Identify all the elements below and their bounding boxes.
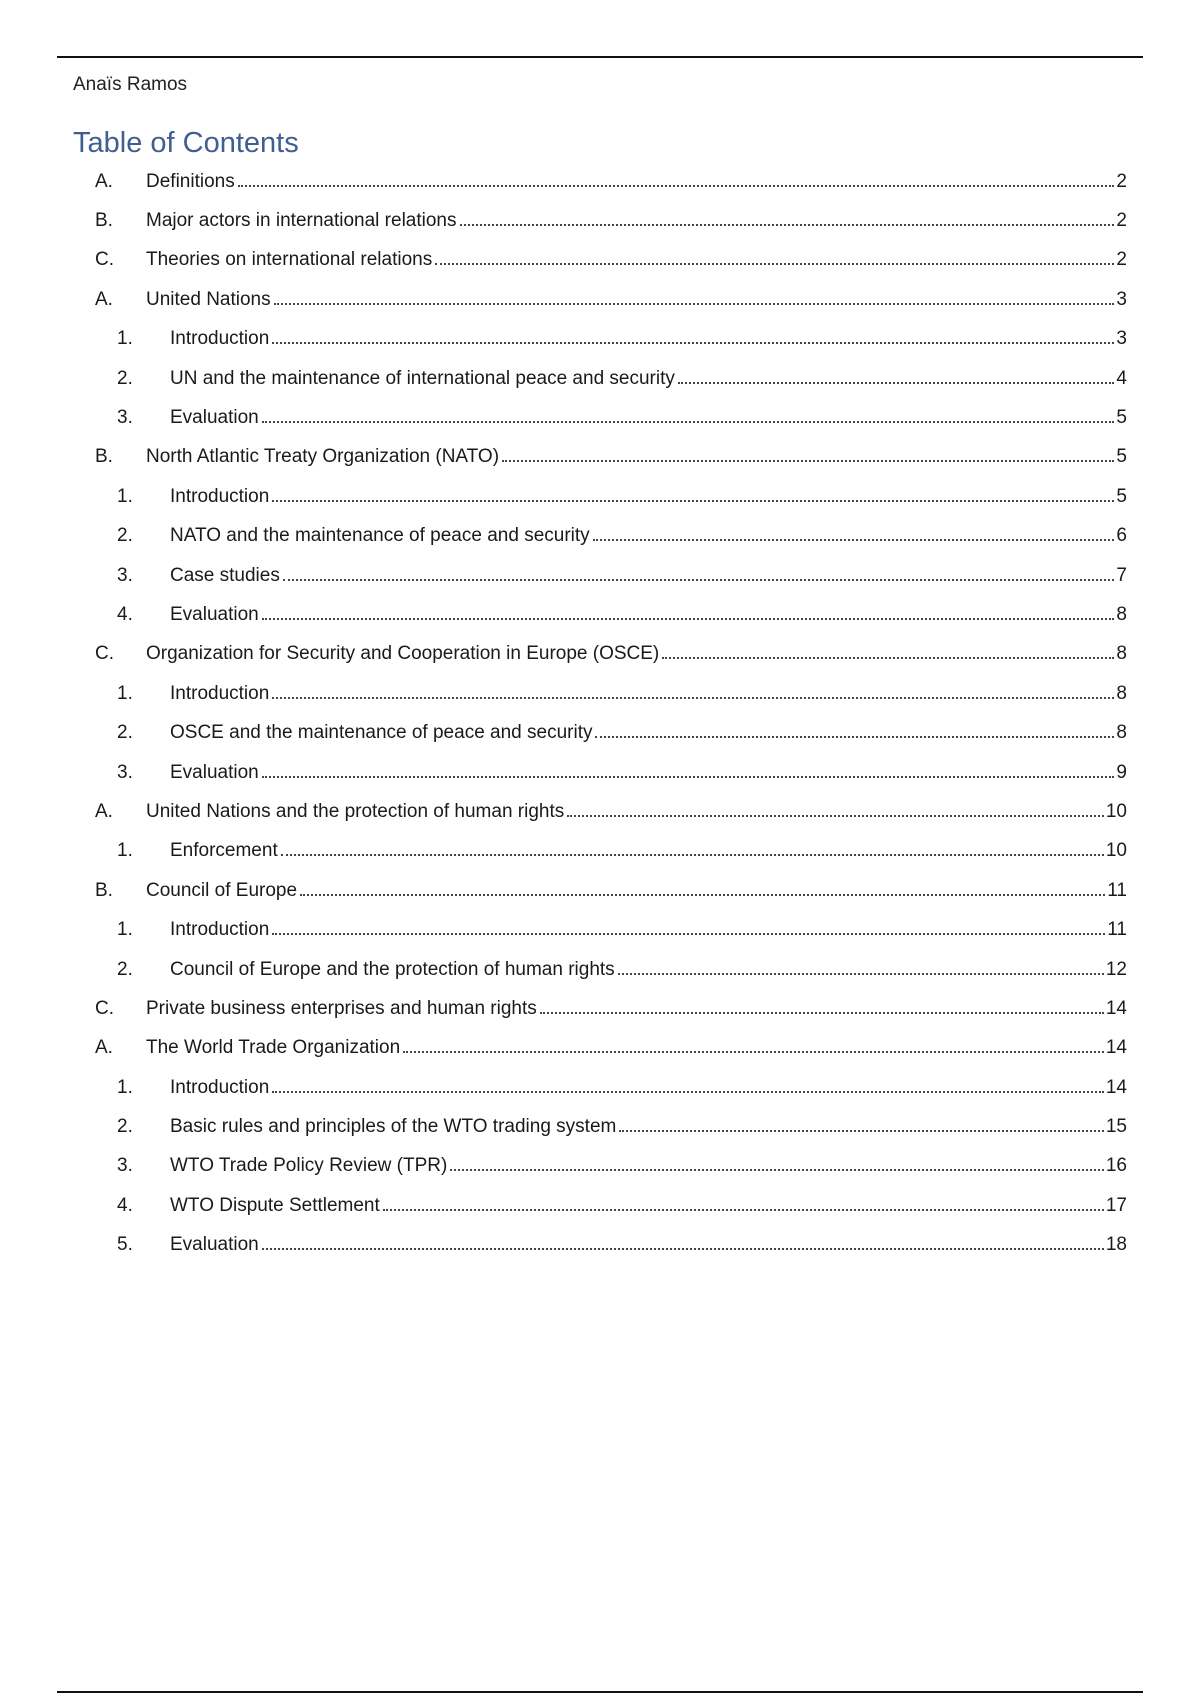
toc-entry-page-number[interactable]: 3 bbox=[1116, 328, 1127, 350]
toc-entry-label[interactable]: Private business enterprises and human rights bbox=[146, 998, 540, 1020]
toc-entry-label[interactable]: Basic rules and principles of the WTO trading system bbox=[170, 1116, 619, 1138]
toc-entry-marker: 1. bbox=[117, 682, 133, 704]
toc-entry-page-number[interactable]: 8 bbox=[1116, 603, 1127, 625]
toc-entry-page-number[interactable]: 12 bbox=[1105, 958, 1127, 980]
toc-entry-page-number[interactable]: 15 bbox=[1105, 1116, 1127, 1138]
toc-dot-leader bbox=[300, 894, 1105, 896]
toc-entry-marker: 4. bbox=[117, 1194, 133, 1216]
toc-entry-line bbox=[170, 959, 1127, 981]
footer-rule bbox=[57, 1691, 1143, 1693]
toc-entry[interactable] bbox=[0, 162, 1200, 201]
toc-entry-page-number[interactable]: 10 bbox=[1105, 840, 1127, 862]
toc-entry-marker: 3. bbox=[117, 564, 133, 586]
toc-entry-page-number[interactable]: 4 bbox=[1116, 367, 1127, 389]
toc-entry-label[interactable]: Definitions bbox=[146, 171, 238, 193]
toc-entry-line bbox=[170, 840, 1127, 862]
toc-entry[interactable] bbox=[0, 792, 1200, 831]
toc-entry-line bbox=[170, 919, 1127, 941]
toc-dot-leader bbox=[540, 1012, 1104, 1014]
toc-entry[interactable] bbox=[0, 477, 1200, 516]
toc-entry-marker: A. bbox=[95, 1037, 113, 1059]
toc-dot-leader bbox=[435, 263, 1114, 265]
toc-entry-line bbox=[170, 407, 1127, 429]
toc-entry-page-number[interactable]: 6 bbox=[1116, 525, 1127, 547]
toc-entry-marker: A. bbox=[95, 800, 113, 822]
toc-entry[interactable] bbox=[0, 1186, 1200, 1225]
toc-entry-marker: 2. bbox=[117, 1116, 133, 1138]
toc-entry-marker: 1. bbox=[117, 485, 133, 507]
toc-entry[interactable] bbox=[0, 438, 1200, 477]
toc-entry[interactable] bbox=[0, 635, 1200, 674]
toc-entry-marker: 1. bbox=[117, 919, 133, 941]
toc-entry[interactable] bbox=[0, 241, 1200, 280]
toc-entry-page-number[interactable]: 8 bbox=[1116, 722, 1127, 744]
toc-entry-line bbox=[146, 289, 1127, 311]
toc-entry[interactable] bbox=[0, 1226, 1200, 1265]
toc-dot-leader bbox=[262, 776, 1115, 778]
toc-entry-marker: B. bbox=[95, 210, 113, 232]
toc-dot-leader bbox=[383, 1209, 1104, 1211]
toc-entry-marker: C. bbox=[95, 249, 114, 271]
toc-entry-page-number[interactable]: 16 bbox=[1105, 1155, 1127, 1177]
toc-entry-label[interactable]: WTO Dispute Settlement bbox=[170, 1195, 383, 1217]
toc-entry-label[interactable]: Evaluation bbox=[170, 762, 262, 784]
toc-entry-label[interactable]: Major actors in international relations bbox=[146, 210, 460, 232]
toc-entry-label[interactable]: NATO and the maintenance of peace and security bbox=[170, 525, 593, 547]
toc-entry-marker: 3. bbox=[117, 407, 133, 429]
toc-entry[interactable] bbox=[0, 871, 1200, 910]
toc-entry-label[interactable]: Evaluation bbox=[170, 604, 262, 626]
toc-entry-page-number[interactable]: 11 bbox=[1107, 919, 1127, 941]
toc-entry-line bbox=[170, 762, 1127, 784]
toc-entry-line bbox=[170, 683, 1127, 705]
toc-entry-page-number[interactable]: 5 bbox=[1116, 446, 1127, 468]
toc-entry-label[interactable]: Council of Europe and the protection of human rights bbox=[170, 959, 618, 981]
toc-entry[interactable] bbox=[0, 359, 1200, 398]
toc-list bbox=[0, 162, 1200, 1265]
toc-entry-page-number[interactable]: 5 bbox=[1116, 407, 1127, 429]
toc-entry-marker: 1. bbox=[117, 1076, 133, 1098]
toc-entry[interactable] bbox=[0, 1107, 1200, 1146]
toc-entry-label[interactable]: The World Trade Organization bbox=[146, 1037, 403, 1059]
toc-entry-line bbox=[146, 880, 1127, 902]
toc-entry-label[interactable]: United Nations and the protection of human rights bbox=[146, 801, 567, 823]
toc-dot-leader bbox=[262, 421, 1115, 423]
toc-entry-line bbox=[146, 210, 1127, 232]
toc-entry[interactable] bbox=[0, 674, 1200, 713]
toc-dot-leader bbox=[272, 500, 1114, 502]
toc-entry-page-number[interactable]: 7 bbox=[1116, 564, 1127, 586]
toc-entry-marker: 4. bbox=[117, 603, 133, 625]
toc-entry-page-number[interactable]: 8 bbox=[1116, 643, 1127, 665]
toc-dot-leader bbox=[595, 736, 1114, 738]
toc-entry-page-number[interactable]: 3 bbox=[1116, 288, 1127, 310]
toc-entry[interactable] bbox=[0, 832, 1200, 871]
toc-entry-page-number[interactable]: 8 bbox=[1116, 682, 1127, 704]
toc-entry-marker: A. bbox=[95, 288, 113, 310]
toc-dot-leader bbox=[281, 854, 1104, 856]
toc-entry-line bbox=[146, 171, 1127, 193]
toc-entry-label[interactable]: Introduction bbox=[170, 328, 272, 350]
toc-entry[interactable] bbox=[0, 753, 1200, 792]
toc-entry-marker: 1. bbox=[117, 328, 133, 350]
toc-entry[interactable] bbox=[0, 320, 1200, 359]
toc-entry-line bbox=[170, 1116, 1127, 1138]
toc-entry-line bbox=[146, 801, 1127, 823]
toc-entry-page-number[interactable]: 17 bbox=[1105, 1194, 1127, 1216]
toc-dot-leader bbox=[272, 1091, 1104, 1093]
toc-dot-leader bbox=[567, 815, 1104, 817]
toc-entry-label[interactable]: Evaluation bbox=[170, 1234, 262, 1256]
toc-entry-label[interactable]: Theories on international relations bbox=[146, 249, 435, 271]
toc-entry-marker: 2. bbox=[117, 525, 133, 547]
toc-dot-leader bbox=[238, 185, 1115, 187]
toc-entry-line bbox=[170, 328, 1127, 350]
toc-entry[interactable] bbox=[0, 1147, 1200, 1186]
toc-entry-page-number[interactable]: 10 bbox=[1105, 800, 1127, 822]
toc-dot-leader bbox=[662, 657, 1114, 659]
toc-dot-leader bbox=[272, 933, 1105, 935]
toc-entry-line bbox=[170, 565, 1127, 587]
toc-dot-leader bbox=[262, 618, 1115, 620]
toc-entry[interactable] bbox=[0, 517, 1200, 556]
toc-entry-line bbox=[170, 486, 1127, 508]
toc-dot-leader bbox=[283, 579, 1115, 581]
toc-dot-leader bbox=[593, 539, 1115, 541]
toc-entry-marker: C. bbox=[95, 643, 114, 665]
toc-entry-label[interactable]: Council of Europe bbox=[146, 880, 300, 902]
toc-entry-marker: 3. bbox=[117, 1155, 133, 1177]
toc-entry-label[interactable]: United Nations bbox=[146, 289, 274, 311]
toc-entry-marker: 3. bbox=[117, 761, 133, 783]
toc-entry-marker: 2. bbox=[117, 958, 133, 980]
toc-dot-leader bbox=[272, 342, 1114, 344]
toc-entry-line bbox=[146, 998, 1127, 1020]
toc-entry-line bbox=[170, 368, 1127, 390]
toc-dot-leader bbox=[502, 460, 1114, 462]
toc-entry-marker: 2. bbox=[117, 722, 133, 744]
toc-entry-page-number[interactable]: 11 bbox=[1107, 879, 1127, 901]
toc-entry-marker: B. bbox=[95, 446, 113, 468]
toc-entry-line bbox=[170, 1195, 1127, 1217]
toc-entry-page-number[interactable]: 2 bbox=[1116, 210, 1127, 232]
toc-entry-label[interactable]: Introduction bbox=[170, 683, 272, 705]
toc-dot-leader bbox=[678, 382, 1115, 384]
toc-entry-label[interactable]: Introduction bbox=[170, 1077, 272, 1099]
toc-entry-label[interactable]: Organization for Security and Cooperation in Europe (OSCE) bbox=[146, 643, 662, 665]
toc-entry-label[interactable]: Introduction bbox=[170, 919, 272, 941]
toc-entry-line bbox=[146, 643, 1127, 665]
toc-entry-page-number[interactable]: 14 bbox=[1105, 1076, 1127, 1098]
toc-entry-label[interactable]: North Atlantic Treaty Organization (NATO) bbox=[146, 446, 502, 468]
toc-entry-label[interactable]: Case studies bbox=[170, 565, 283, 587]
toc-entry[interactable] bbox=[0, 989, 1200, 1028]
toc-entry[interactable] bbox=[0, 201, 1200, 240]
toc-title: Table of Contents bbox=[73, 127, 299, 159]
toc-entry[interactable] bbox=[0, 1029, 1200, 1068]
toc-entry[interactable] bbox=[0, 713, 1200, 752]
toc-entry-label[interactable]: Evaluation bbox=[170, 407, 262, 429]
toc-entry-page-number[interactable]: 14 bbox=[1105, 1037, 1127, 1059]
toc-entry-page-number[interactable]: 9 bbox=[1116, 761, 1127, 783]
toc-entry[interactable] bbox=[0, 595, 1200, 634]
toc-entry-label[interactable]: Enforcement bbox=[170, 840, 281, 862]
toc-entry-line bbox=[170, 1234, 1127, 1256]
toc-entry-marker: C. bbox=[95, 997, 114, 1019]
toc-entry[interactable] bbox=[0, 556, 1200, 595]
toc-dot-leader bbox=[403, 1051, 1104, 1053]
toc-entry-page-number[interactable]: 14 bbox=[1105, 997, 1127, 1019]
author-name: Anaïs Ramos bbox=[73, 74, 188, 95]
toc-entry-marker: 2. bbox=[117, 367, 133, 389]
toc-entry[interactable] bbox=[0, 1068, 1200, 1107]
toc-entry-line bbox=[170, 1155, 1127, 1177]
toc-entry-label[interactable]: WTO Trade Policy Review (TPR) bbox=[170, 1155, 450, 1177]
toc-dot-leader bbox=[618, 973, 1104, 975]
toc-entry-page-number[interactable]: 2 bbox=[1116, 170, 1127, 192]
toc-entry-line bbox=[170, 525, 1127, 547]
toc-entry[interactable] bbox=[0, 910, 1200, 949]
toc-entry-line bbox=[170, 1077, 1127, 1099]
toc-entry-line bbox=[146, 249, 1127, 271]
toc-entry-marker: 5. bbox=[117, 1234, 133, 1256]
toc-entry-marker: 1. bbox=[117, 840, 133, 862]
toc-entry[interactable] bbox=[0, 280, 1200, 319]
toc-entry-label[interactable]: Introduction bbox=[170, 486, 272, 508]
toc-entry-page-number[interactable]: 2 bbox=[1116, 249, 1127, 271]
toc-dot-leader bbox=[274, 303, 1115, 305]
toc-entry-label[interactable]: UN and the maintenance of international peace and security bbox=[170, 368, 678, 390]
toc-entry-line bbox=[170, 604, 1127, 626]
toc-entry-page-number[interactable]: 5 bbox=[1116, 485, 1127, 507]
toc-dot-leader bbox=[262, 1248, 1104, 1250]
toc-entry-label[interactable]: OSCE and the maintenance of peace and security bbox=[170, 722, 595, 744]
toc-dot-leader bbox=[619, 1130, 1104, 1132]
toc-entry-marker: A. bbox=[95, 170, 113, 192]
toc-entry-line bbox=[170, 722, 1127, 744]
toc-entry-line bbox=[146, 1037, 1127, 1059]
toc-entry-marker: B. bbox=[95, 879, 113, 901]
toc-entry[interactable] bbox=[0, 398, 1200, 437]
toc-entry[interactable] bbox=[0, 950, 1200, 989]
header-rule bbox=[57, 56, 1143, 58]
toc-dot-leader bbox=[450, 1169, 1104, 1171]
toc-entry-page-number[interactable]: 18 bbox=[1105, 1234, 1127, 1256]
toc-entry-line bbox=[146, 446, 1127, 468]
toc-dot-leader bbox=[272, 697, 1114, 699]
toc-dot-leader bbox=[460, 224, 1115, 226]
